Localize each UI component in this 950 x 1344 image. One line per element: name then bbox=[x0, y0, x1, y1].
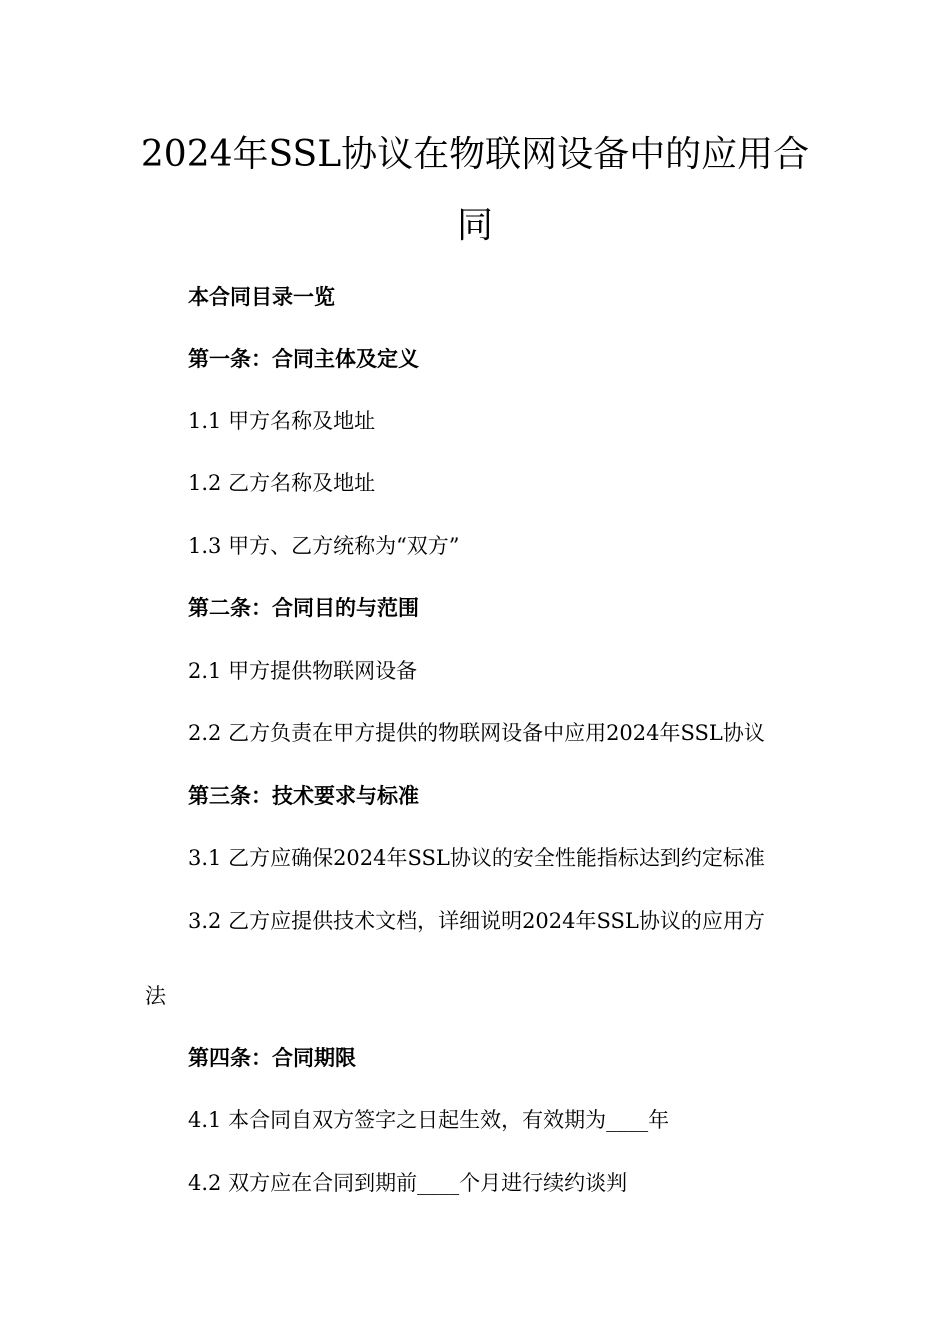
section-3-item-2-continuation: 法 bbox=[145, 984, 166, 1008]
document-title-line-2: 同 bbox=[456, 205, 493, 246]
toc-heading: 本合同目录一览 bbox=[188, 285, 335, 309]
section-4-item-2: 4.2 双方应在合同到期前____个月进行续约谈判 bbox=[188, 1171, 628, 1195]
section-4-item-1: 4.1 本合同自双方签字之日起生效，有效期为____年 bbox=[188, 1108, 670, 1132]
section-2-item-2: 2.2 乙方负责在甲方提供的物联网设备中应用2024年SSL协议 bbox=[188, 721, 765, 745]
section-3-item-1: 3.1 乙方应确保2024年SSL协议的安全性能指标达到约定标准 bbox=[188, 846, 765, 870]
section-1-item-3: 1.3 甲方、乙方统称为“双方” bbox=[188, 534, 460, 558]
section-1-heading: 第一条：合同主体及定义 bbox=[188, 347, 419, 371]
section-3-heading: 第三条：技术要求与标准 bbox=[188, 784, 419, 808]
section-2-item-1: 2.1 甲方提供物联网设备 bbox=[188, 659, 418, 683]
document-title-line-1: 2024年SSL协议在物联网设备中的应用合 bbox=[140, 134, 810, 175]
section-1-item-1: 1.1 甲方名称及地址 bbox=[188, 409, 376, 433]
section-3-item-2: 3.2 乙方应提供技术文档，详细说明2024年SSL协议的应用方 bbox=[188, 909, 765, 933]
section-1-item-2: 1.2 乙方名称及地址 bbox=[188, 471, 376, 495]
section-4-heading: 第四条：合同期限 bbox=[188, 1046, 356, 1070]
section-2-heading: 第二条：合同目的与范围 bbox=[188, 596, 419, 620]
